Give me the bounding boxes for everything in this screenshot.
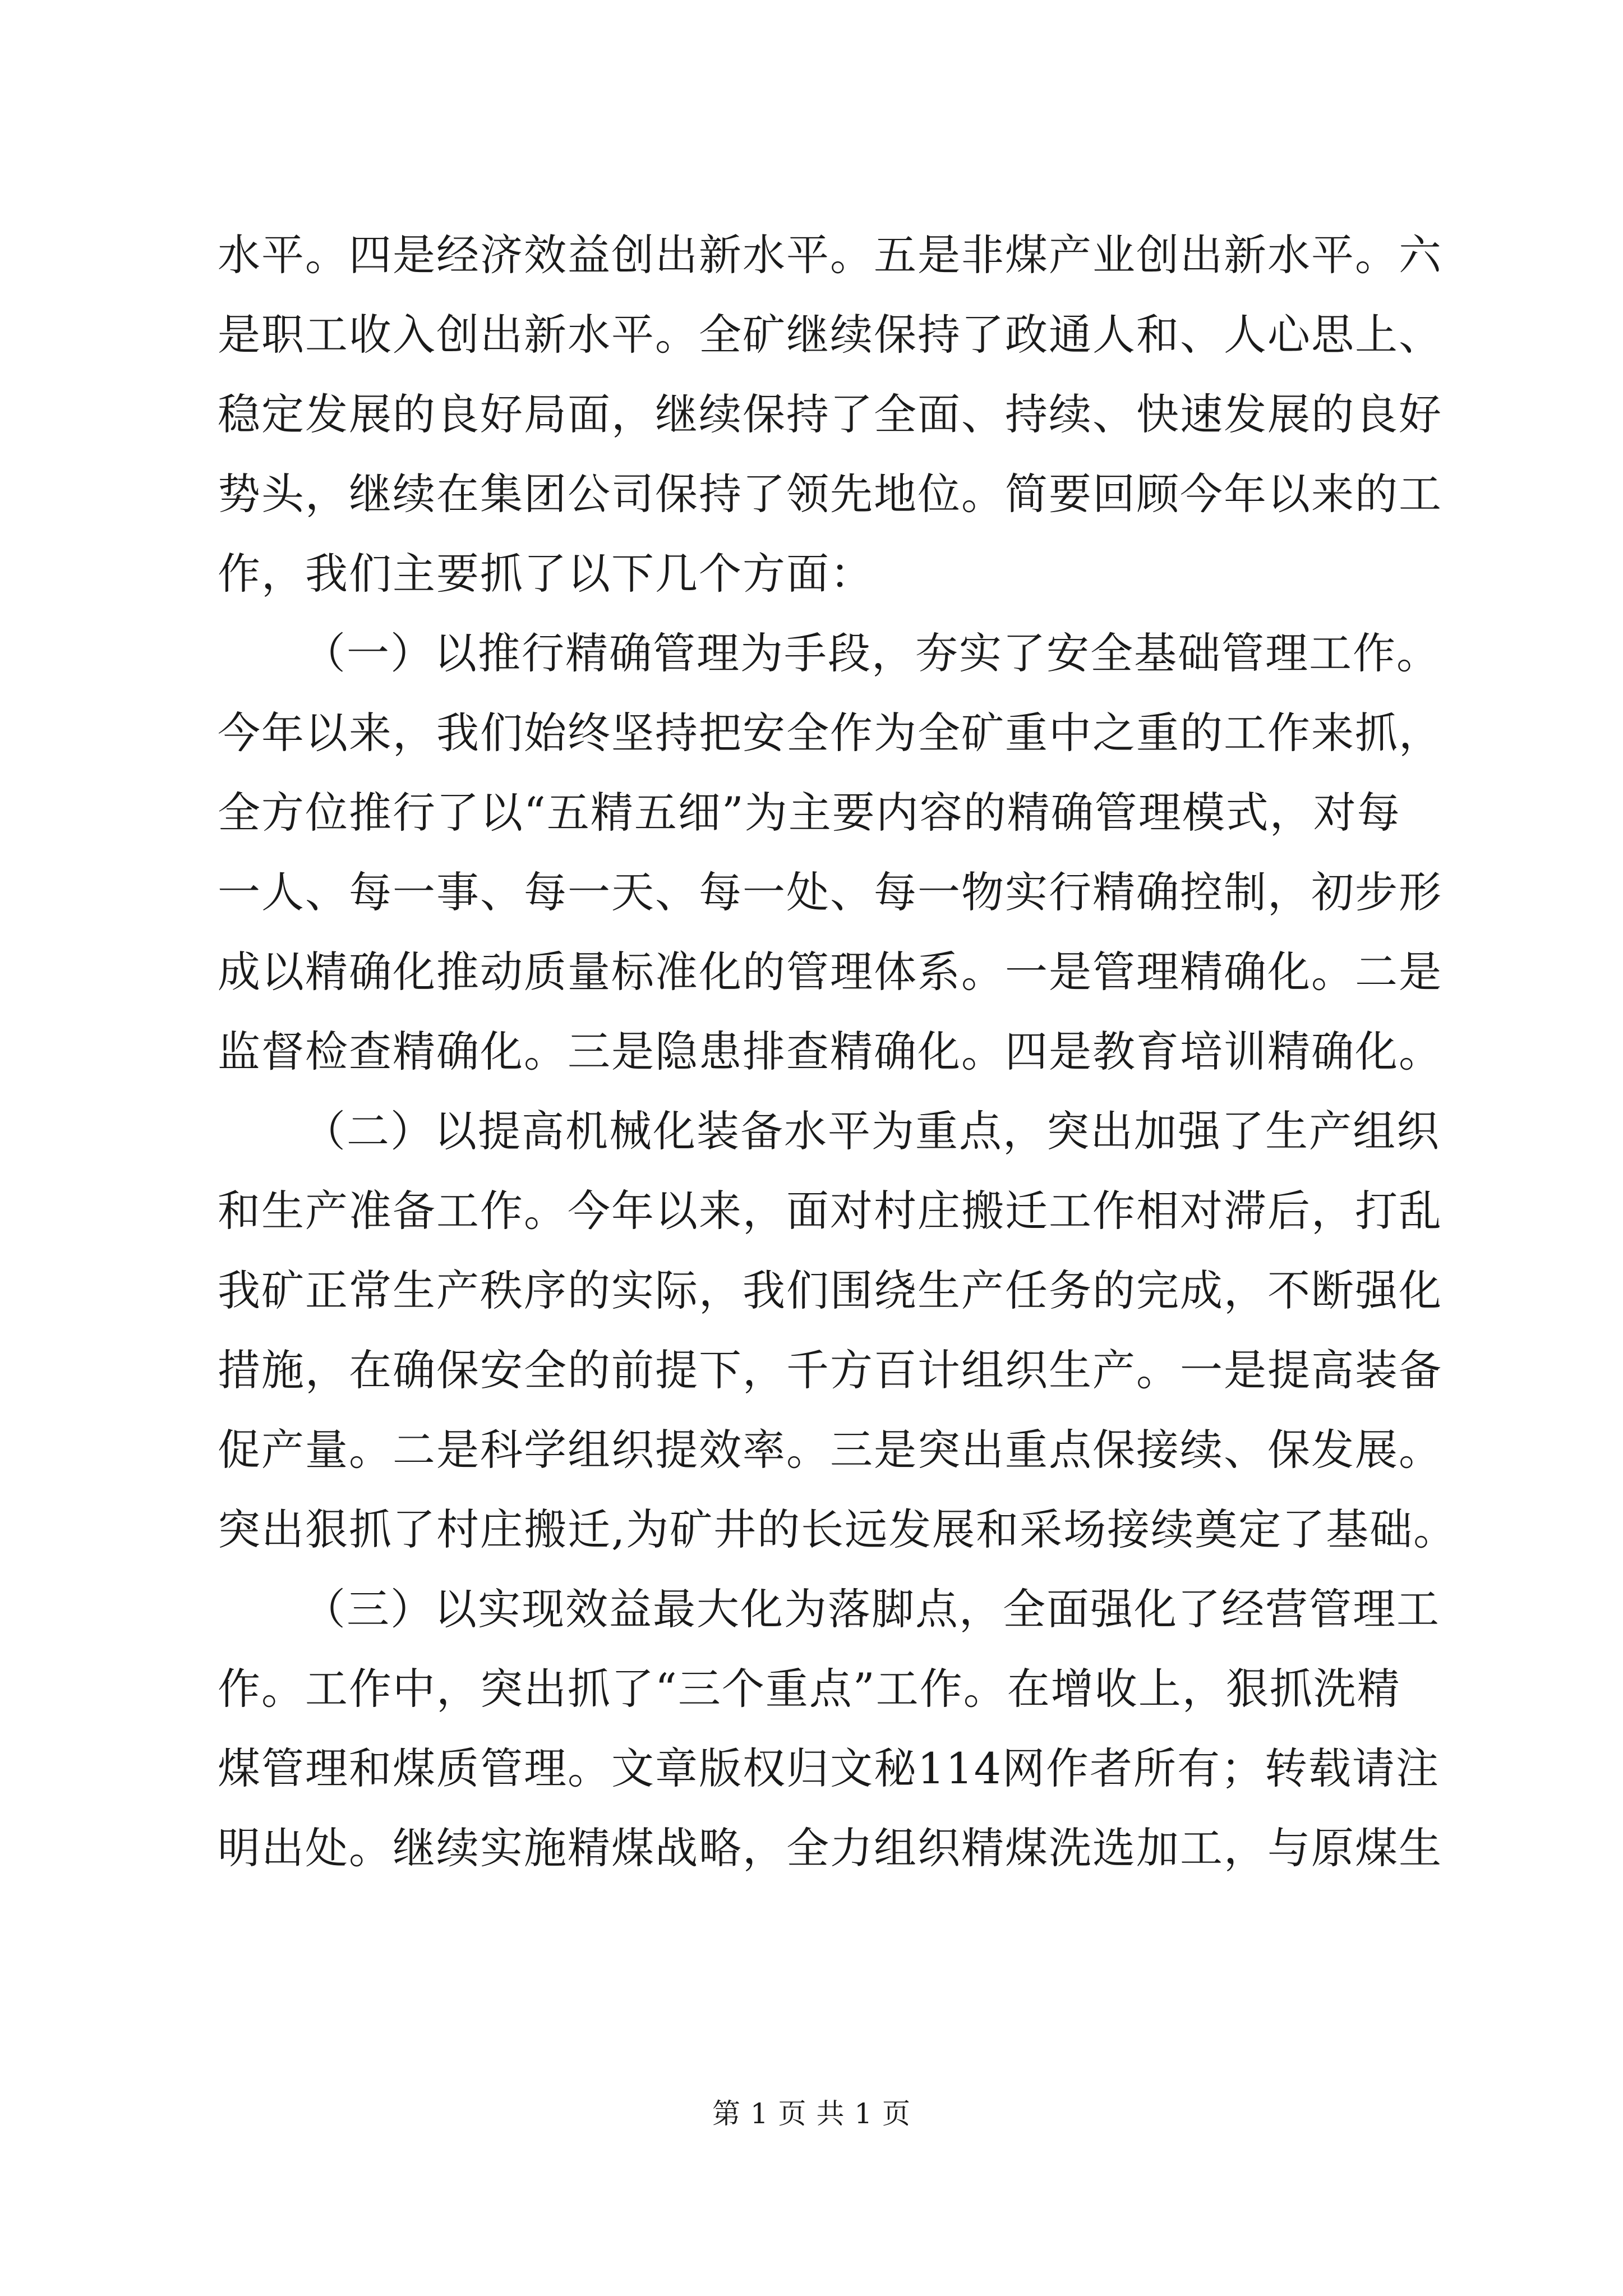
text-line: 监督检查精确化。三是隐患排查精确化。四是教育培训精确化。	[218, 1027, 1442, 1076]
section-heading-2: （二）以提高机械化装备水平为重点，突出加强了生产组织	[303, 1106, 1440, 1156]
body-text	[218, 215, 1458, 1888]
text-line: 水平。四是经济效益创出新水平。五是非煤产业创出新水平。六	[218, 230, 1442, 280]
section-heading-1: （一）以推行精确管理为手段，夯实了安全基础管理工作。	[303, 628, 1440, 678]
text-line: 作，我们主要抓了以下几个方面：	[218, 549, 874, 599]
text-line: 一人、每一事、每一天、每一处、每一物实行精确控制，初步形	[218, 867, 1442, 917]
text-line: 措施，在确保安全的前提下，千方百计组织生产。一是提高装备	[218, 1345, 1442, 1395]
text-line: 是职工收入创出新水平。全矿继续保持了政通人和、人心思上、	[218, 310, 1442, 360]
text-line: 明出处。继续实施精煤战略，全力组织精煤洗选加工，与原煤生	[218, 1823, 1442, 1873]
text-line: 成以精确化推动质量标准化的管理体系。一是管理精确化。二是	[218, 947, 1442, 997]
text-line: 全方位推行了以“五精五细”为主要内容的精确管理模式，对每	[218, 788, 1401, 838]
text-line: 势头，继续在集团公司保持了领先地位。简要回顾今年以来的工	[218, 469, 1442, 519]
text-line: 作。工作中，突出抓了“三个重点”工作。在增收上，狠抓洗精	[218, 1664, 1401, 1714]
text-line: 和生产准备工作。今年以来，面对村庄搬迁工作相对滞后，打乱	[218, 1186, 1442, 1236]
page-number-footer: 第 1 页 共 1 页	[712, 2097, 911, 2130]
text-line: 我矿正常生产秩序的实际，我们围绕生产任务的完成，不断强化	[218, 1266, 1442, 1315]
section-heading-3: （三）以实现效益最大化为落脚点，全面强化了经营管理工	[303, 1584, 1440, 1634]
text-line: 突出狠抓了村庄搬迁,为矿井的长远发展和采场接续奠定了基础。	[218, 1504, 1458, 1554]
text-line: 煤管理和煤质管理。文章版权归文秘114网作者所有；转载请注	[218, 1743, 1440, 1793]
text-line: 促产量。二是科学组织提效率。三是突出重点保接续、保发展。	[218, 1425, 1442, 1475]
text-line: 稳定发展的良好局面，继续保持了全面、持续、快速发展的良好	[218, 389, 1442, 439]
text-line: 今年以来，我们始终坚持把安全作为全矿重中之重的工作来抓，	[218, 708, 1442, 758]
